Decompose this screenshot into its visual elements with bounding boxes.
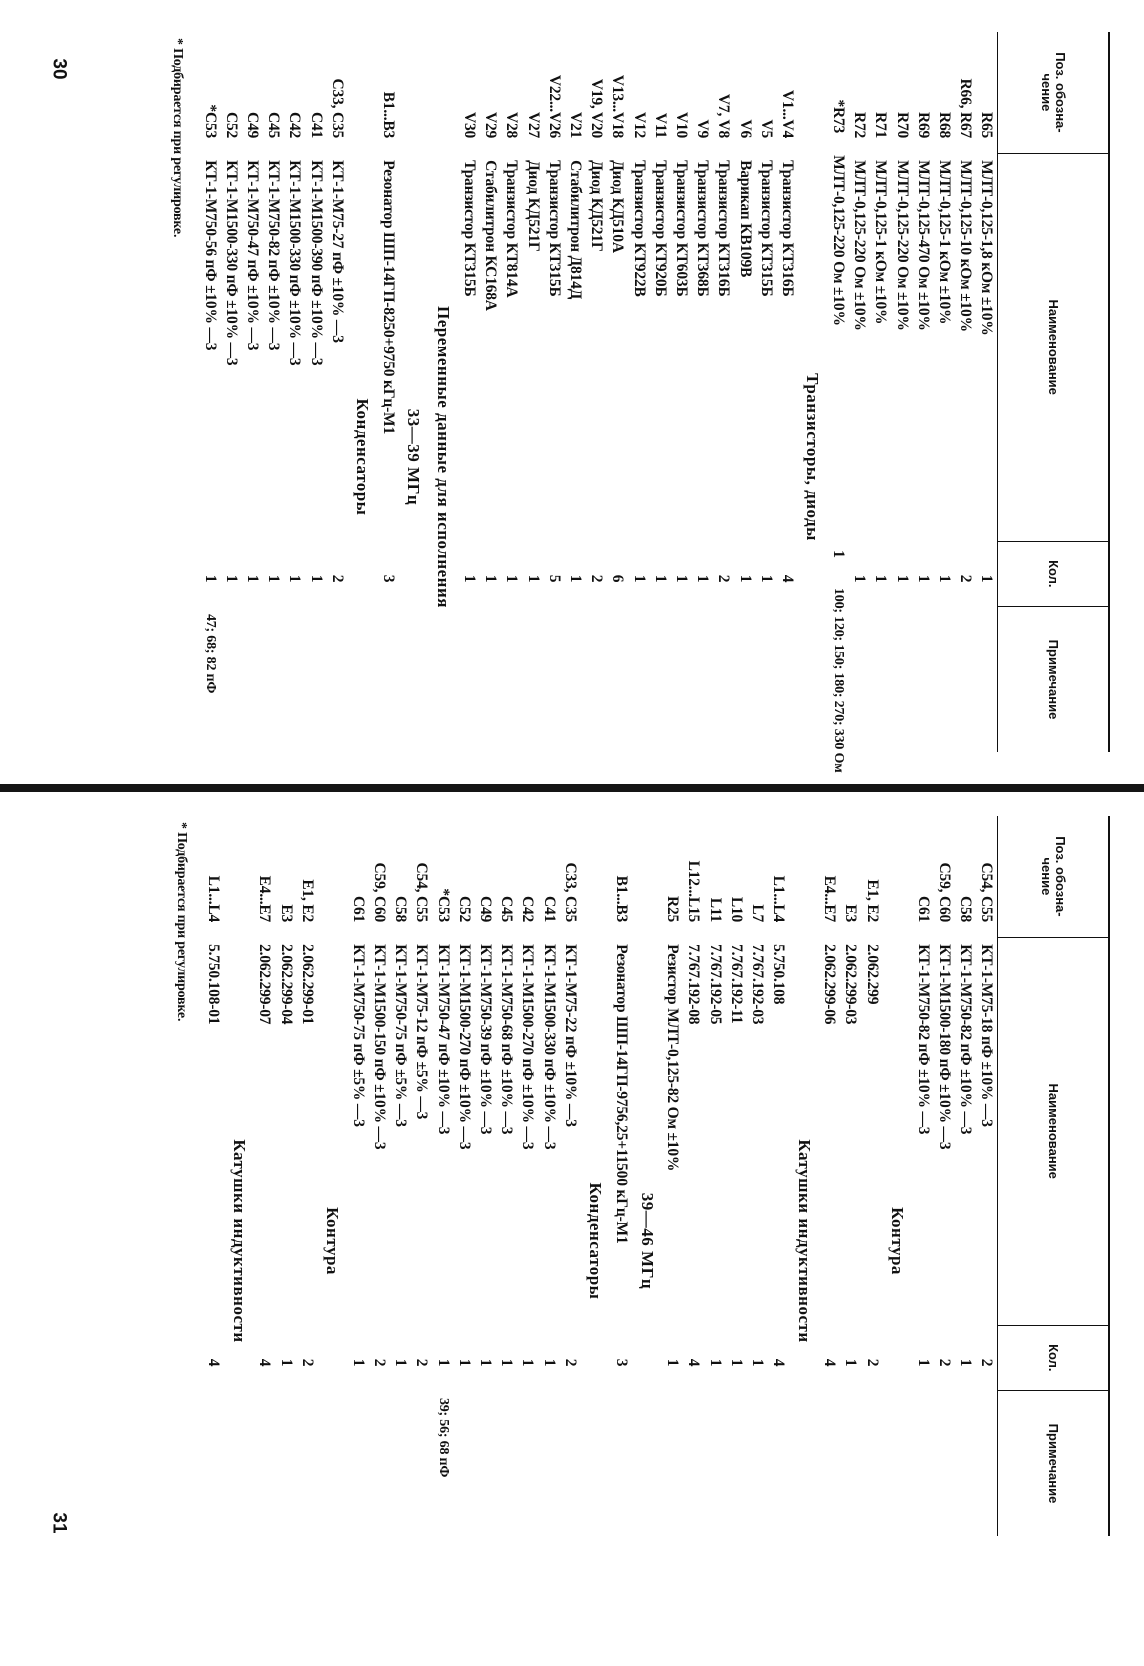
name-cell: 2.062.299-03 [842, 944, 860, 1025]
note-cell: 47; 68; 82 пФ [202, 613, 218, 694]
name-cell: КТ-1-М750-47 пФ ±10% —3 [243, 160, 261, 351]
qty-cell: 1 [672, 574, 690, 583]
qty-cell: 2 [936, 1358, 954, 1367]
table-row [453, 816, 474, 1536]
qty-cell: 1 [757, 574, 775, 583]
table-row [955, 816, 976, 1536]
position-cell: V13...V18 [609, 74, 627, 139]
position-cell: *C53 [434, 888, 452, 923]
table-row [501, 32, 522, 752]
qty-cell: 1 [286, 574, 304, 583]
section-heading: Конденсаторы [586, 1182, 606, 1300]
table-row [976, 816, 997, 1536]
position-cell: E1, E2 [863, 879, 881, 923]
qty-cell: 1 [664, 1358, 682, 1367]
position-cell: L11 [706, 897, 724, 923]
position-cell: L1...L4 [770, 875, 788, 923]
position-cell: C61 [914, 895, 932, 923]
table-row [704, 816, 725, 1536]
name-cell: 2.062.299-04 [277, 944, 295, 1025]
table-row [662, 816, 683, 1536]
table-row [955, 32, 976, 752]
qty-cell: 2 [715, 574, 733, 583]
header-note: Примечание [1045, 639, 1061, 720]
note-cell: 39; 56; 68 пФ [435, 1397, 451, 1478]
position-cell: C42 [286, 111, 304, 139]
qty-cell: 1 [830, 550, 848, 558]
name-cell: МЛТ-0,125-220 Ом ±10% [893, 160, 911, 331]
position-cell: V28 [503, 111, 521, 139]
name-cell: 2.062.299-06 [821, 944, 839, 1025]
table-row [828, 32, 849, 773]
table-row [670, 32, 691, 752]
name-cell: Транзистор КТ316Б [715, 160, 733, 297]
qty-cell: 1 [736, 574, 754, 583]
name-cell: Резонатор ШП-14ГП-9756,25+11500 кГц-М1 [612, 944, 630, 1244]
position-cell: V11 [651, 112, 669, 139]
table-row [610, 816, 631, 1536]
position-cell: *C53 [201, 104, 219, 139]
position-cell: V6 [736, 119, 754, 139]
qty-cell: 1 [957, 1358, 975, 1367]
position-cell: C33, C35 [561, 862, 579, 923]
table-row [459, 32, 480, 752]
name-cell: МЛТ-0,125-470 Ом ±10% [914, 160, 932, 331]
section-heading: Катушки индуктивности [229, 1139, 249, 1343]
table-row [305, 32, 326, 752]
name-cell: Транзистор КТ315Б [757, 160, 775, 297]
table-row [296, 816, 317, 1536]
qty-cell: 1 [936, 574, 954, 583]
position-cell: V10 [672, 111, 690, 139]
name-cell: КТ-1-М75-22 пФ ±10% —3 [561, 944, 579, 1127]
table-row [607, 32, 628, 752]
footnote: * Подбирается при регулировке. [173, 822, 189, 1022]
name-cell: МЛТ-0,125-10 кОм ±10% [957, 160, 975, 332]
qty-cell: 3 [612, 1358, 630, 1367]
position-cell: V12 [630, 111, 648, 139]
name-cell: КТ-1-М75-27 пФ ±10% —3 [328, 160, 346, 343]
name-cell: 5.750.108-01 [205, 944, 223, 1025]
page-30-rotated-content [30, 32, 1110, 773]
name-cell: КТ-1-М750-68 пФ ±10% —3 [498, 944, 516, 1135]
name-cell: Транзистор КТ316Б [778, 160, 796, 297]
position-cell: C45 [498, 895, 516, 923]
table-row [347, 816, 368, 1536]
position-cell: E3 [277, 904, 295, 923]
qty-cell: 5 [545, 574, 563, 583]
table-row [976, 32, 997, 752]
table-row [776, 32, 797, 752]
header-pos: Поз. обозна- чение [998, 816, 1108, 938]
table-row [538, 816, 559, 1536]
qty-cell: 2 [588, 574, 606, 583]
table-row [912, 816, 933, 1536]
position-cell: C52 [222, 111, 240, 139]
name-cell: КТ-1-М750-56 пФ ±10% —3 [201, 160, 219, 351]
qty-cell: 1 [455, 1358, 473, 1367]
page-31-rotated-content [30, 816, 1110, 1536]
position-cell: B1...B3 [379, 91, 397, 139]
table-row [377, 32, 398, 752]
name-cell: Диод КД521Г [588, 160, 606, 252]
table-row [840, 816, 861, 1536]
table-row [912, 32, 933, 752]
name-cell: 2.062.299-01 [298, 944, 316, 1025]
qty-cell: 1 [748, 1358, 766, 1367]
position-cell: C33, C35 [328, 78, 346, 139]
table-row [559, 816, 580, 1536]
name-cell: 7.767.192-05 [706, 944, 724, 1025]
position-cell: C58 [392, 895, 410, 923]
table-row [933, 32, 954, 752]
position-cell: R25 [664, 895, 682, 923]
qty-cell: 1 [265, 574, 283, 583]
table-row [432, 816, 453, 1536]
name-cell: 2.062.299-07 [256, 944, 274, 1025]
position-cell: E1, E2 [298, 879, 316, 923]
position-cell: V19, V20 [588, 78, 606, 139]
name-cell: КТ-1-М750-82 пФ ±10% —3 [914, 944, 932, 1135]
section-heading: Конденсаторы [353, 398, 373, 516]
qty-cell: 4 [770, 1358, 788, 1367]
position-cell: C41 [540, 895, 558, 923]
qty-cell: 1 [349, 1358, 367, 1367]
qty-cell: 1 [524, 574, 542, 583]
name-cell: 7.767.192-03 [748, 944, 766, 1025]
position-cell: V27 [524, 111, 542, 139]
position-cell: E3 [842, 904, 860, 923]
footnote: * Подбирается при регулировке. [170, 38, 185, 238]
qty-cell: 4 [205, 1358, 223, 1367]
name-cell: КТ-1-М1500-330 пФ ±10% —3 [540, 944, 558, 1150]
name-cell: КТ-1-М750-82 пФ ±10% —3 [957, 944, 975, 1135]
page-number: 31 [48, 1512, 70, 1534]
name-cell: КТ-1-М1500-150 пФ ±10% —3 [371, 944, 389, 1150]
position-cell: E4...E7 [821, 875, 839, 923]
position-cell: C54, C55 [413, 862, 431, 923]
section-heading: Контура [888, 1207, 908, 1275]
name-cell: МЛТ-0,125-1 кОм ±10% [872, 160, 890, 325]
table-row [369, 816, 390, 1536]
table-row [891, 32, 912, 752]
position-cell: C61 [349, 895, 367, 923]
name-cell: Варикап КВ109В [736, 160, 754, 278]
parts-table-body [169, 32, 997, 773]
position-cell: V1...V4 [778, 89, 796, 139]
table-row [564, 32, 585, 752]
name-cell: КТ-1-М1500-330 пФ ±10% —3 [286, 160, 304, 366]
qty-cell: 1 [482, 574, 500, 583]
qty-cell: 1 [978, 574, 996, 583]
page-divider [0, 784, 1144, 792]
name-cell: Стабилитрон КС168А [482, 160, 500, 311]
qty-cell: 1 [243, 574, 261, 583]
table-row [768, 816, 789, 1536]
section-heading: 33—39 МГц [404, 408, 424, 506]
position-cell: L1...L4 [205, 875, 223, 923]
name-cell: КТ-1-М75-12 пФ ±5% —3 [413, 944, 431, 1120]
position-cell: C49 [477, 895, 495, 923]
name-cell: 7.767.192-08 [685, 944, 703, 1025]
table-row [628, 32, 649, 752]
position-cell: C45 [265, 111, 283, 139]
table-row [203, 816, 224, 1536]
table-row [861, 816, 882, 1536]
qty-cell: 2 [561, 1358, 579, 1367]
qty-cell: 4 [685, 1358, 703, 1367]
parts-table-body [173, 816, 997, 1536]
qty-cell: 1 [461, 574, 479, 583]
name-cell: Транзистор КТ368Б [694, 160, 712, 297]
name-cell: КТ-1-М750-39 пФ ±10% —3 [477, 944, 495, 1135]
table-row [933, 816, 954, 1536]
qty-cell: 1 [201, 574, 219, 583]
qty-cell: 2 [863, 1358, 881, 1367]
qty-cell: 4 [256, 1358, 274, 1367]
qty-cell: 1 [567, 574, 585, 583]
table-header [997, 32, 1110, 752]
position-cell: C49 [243, 111, 261, 139]
page-31 [0, 792, 1144, 1566]
position-cell: R69 [914, 111, 932, 139]
qty-cell: 1 [851, 574, 869, 583]
qty-cell: 4 [778, 574, 796, 583]
table-row [819, 816, 840, 1536]
position-cell: R65 [978, 111, 996, 139]
position-cell: B1...B3 [612, 875, 630, 923]
name-cell: Транзистор КТ814А [503, 160, 521, 298]
name-cell: Транзистор КТ315Б [545, 160, 563, 297]
name-cell: 7.767.192-11 [727, 944, 745, 1024]
name-cell: КТ-1-М1500-390 пФ ±10% —3 [307, 160, 325, 366]
table-row [275, 816, 296, 1536]
section-heading: Катушки индуктивности [794, 1139, 814, 1343]
name-cell: Резонатор ШП-14ГП-8250+9750 кГц-М1 [379, 160, 397, 435]
position-cell: *R73 [830, 99, 848, 134]
qty-cell: 2 [298, 1358, 316, 1367]
table-row [326, 32, 347, 752]
qty-cell: 1 [651, 574, 669, 583]
qty-cell: 2 [978, 1358, 996, 1367]
qty-cell: 1 [503, 574, 521, 583]
name-cell: Транзистор КТ315Б [461, 160, 479, 297]
name-cell: Транзистор КТ920Б [651, 160, 669, 297]
table-row [199, 32, 220, 752]
qty-cell: 2 [413, 1358, 431, 1367]
position-cell: C41 [307, 111, 325, 139]
table-row [649, 32, 670, 752]
name-cell: Резистор МЛТ-0,125-82 Ом ±10% [664, 944, 682, 1172]
section-heading: Транзисторы, диоды [803, 373, 823, 541]
qty-cell: 1 [706, 1358, 724, 1367]
table-row [474, 816, 495, 1536]
page-number: 30 [48, 58, 70, 80]
position-cell: L7 [748, 904, 766, 923]
name-cell: Диод КД510А [609, 160, 627, 253]
section-heading: 39—46 МГц [637, 1192, 657, 1290]
qty-cell: 1 [519, 1358, 537, 1367]
qty-cell: 1 [893, 574, 911, 583]
qty-cell: 1 [392, 1358, 410, 1367]
qty-cell: 1 [914, 574, 932, 583]
header-qty: Кол. [998, 1326, 1108, 1391]
position-cell: R72 [851, 111, 869, 139]
name-cell: КТ-1-М1500-180 пФ ±10% —3 [936, 944, 954, 1150]
header-qty: Кол. [998, 542, 1108, 607]
qty-cell: 1 [630, 574, 648, 583]
name-cell: МЛТ-0,125-1,8 кОм ±10% [978, 160, 996, 336]
page-30-body [30, 32, 1110, 773]
table-row [263, 32, 284, 752]
name-cell: КТ-1-М75-18 пФ ±10% —3 [978, 944, 996, 1127]
position-cell: L10 [727, 896, 745, 923]
name-cell: Стабилитрон Д814Д [567, 160, 585, 300]
name-cell: 2.062.299 [863, 944, 881, 1005]
table-row [692, 32, 713, 752]
qty-cell: 1 [842, 1358, 860, 1367]
position-cell: R71 [872, 111, 890, 139]
table-row [755, 32, 776, 752]
table-row [683, 816, 704, 1536]
position-cell: L12...L15 [685, 860, 703, 923]
position-cell: V5 [757, 119, 775, 139]
table-row [411, 816, 432, 1536]
table-header [997, 816, 1110, 1536]
name-cell: МЛТ-0,125-220 Ом ±10% [851, 160, 869, 331]
name-cell: Диод КД521Г [524, 160, 542, 252]
table-row [517, 816, 538, 1536]
table-row [713, 32, 734, 752]
qty-cell: 1 [222, 574, 240, 583]
position-cell: C59, C60 [936, 862, 954, 923]
qty-cell: 6 [609, 574, 627, 583]
table-row [849, 32, 870, 752]
table-row [480, 32, 501, 752]
name-cell: 5.750.108 [770, 944, 788, 1005]
table-row [734, 32, 755, 752]
qty-cell: 1 [277, 1358, 295, 1367]
qty-cell: 1 [694, 574, 712, 583]
table-row [746, 816, 767, 1536]
qty-cell: 1 [914, 1358, 932, 1367]
position-cell: V30 [461, 111, 479, 139]
qty-cell: 1 [477, 1358, 495, 1367]
table-row [241, 32, 262, 752]
position-cell: R66, R67 [957, 78, 975, 139]
table-row [543, 32, 564, 752]
qty-cell: 4 [821, 1358, 839, 1367]
table-row [220, 32, 241, 752]
position-cell: V22...V26 [545, 74, 563, 139]
name-cell: КТ-1-М750-75 пФ ±5% —3 [392, 944, 410, 1127]
qty-cell: 3 [379, 574, 397, 583]
position-cell: C58 [957, 895, 975, 923]
name-cell: КТ-1-М1500-270 пФ ±10% —3 [455, 944, 473, 1150]
name-cell: Транзистор КТ922В [630, 160, 648, 297]
qty-cell: 1 [540, 1358, 558, 1367]
qty-cell: 1 [727, 1358, 745, 1367]
page-30 [0, 0, 1144, 786]
note-cell: 100; 120; 150; 180; 270; 330 Ом [831, 588, 847, 773]
name-cell: МЛТ-0,125-1 кОм ±10% [936, 160, 954, 325]
table-row [496, 816, 517, 1536]
name-cell: МЛТ-0,125-220 Ом ±10% [830, 155, 848, 326]
position-cell: C42 [519, 895, 537, 923]
position-cell: E4...E7 [256, 875, 274, 923]
qty-cell: 2 [957, 574, 975, 583]
header-note: Примечание [1045, 1423, 1061, 1504]
qty-cell: 2 [328, 574, 346, 583]
table-row [390, 816, 411, 1536]
name-cell: КТ-1-М1500-330 пФ ±10% —3 [222, 160, 240, 366]
table-row [254, 816, 275, 1536]
qty-cell: 1 [498, 1358, 516, 1367]
name-cell: КТ-1-М1500-270 пФ ±10% —3 [519, 944, 537, 1150]
section-heading: Контура [323, 1207, 343, 1275]
position-cell: V21 [567, 111, 585, 139]
position-cell: C59, C60 [371, 862, 389, 923]
table-row [522, 32, 543, 752]
section-heading: Переменные данные для исполнения [434, 306, 454, 608]
position-cell: V29 [482, 111, 500, 139]
name-cell: КТ-1-М750-47 пФ ±10% —3 [434, 944, 452, 1135]
position-cell: V9 [694, 119, 712, 139]
position-cell: R70 [893, 111, 911, 139]
header-pos: Поз. обозна- чение [998, 32, 1108, 154]
position-cell: R68 [936, 111, 954, 139]
qty-cell: 1 [307, 574, 325, 583]
page-31-body [30, 816, 1110, 1536]
table-row [284, 32, 305, 752]
position-cell: C54, C55 [978, 862, 996, 923]
header-name: Наименование [998, 938, 1108, 1326]
name-cell: Транзистор КТ603Б [672, 160, 690, 297]
qty-cell: 1 [434, 1358, 452, 1367]
qty-cell: 2 [371, 1358, 389, 1367]
qty-cell: 1 [872, 574, 890, 583]
table-row [586, 32, 607, 752]
name-cell: КТ-1-М750-75 пФ ±5% —3 [349, 944, 367, 1127]
table-row [870, 32, 891, 752]
name-cell: КТ-1-М750-82 пФ ±10% —3 [265, 160, 283, 351]
position-cell: C52 [455, 895, 473, 923]
table-row [725, 816, 746, 1536]
header-name: Наименование [998, 154, 1108, 542]
position-cell: V7, V8 [715, 93, 733, 139]
